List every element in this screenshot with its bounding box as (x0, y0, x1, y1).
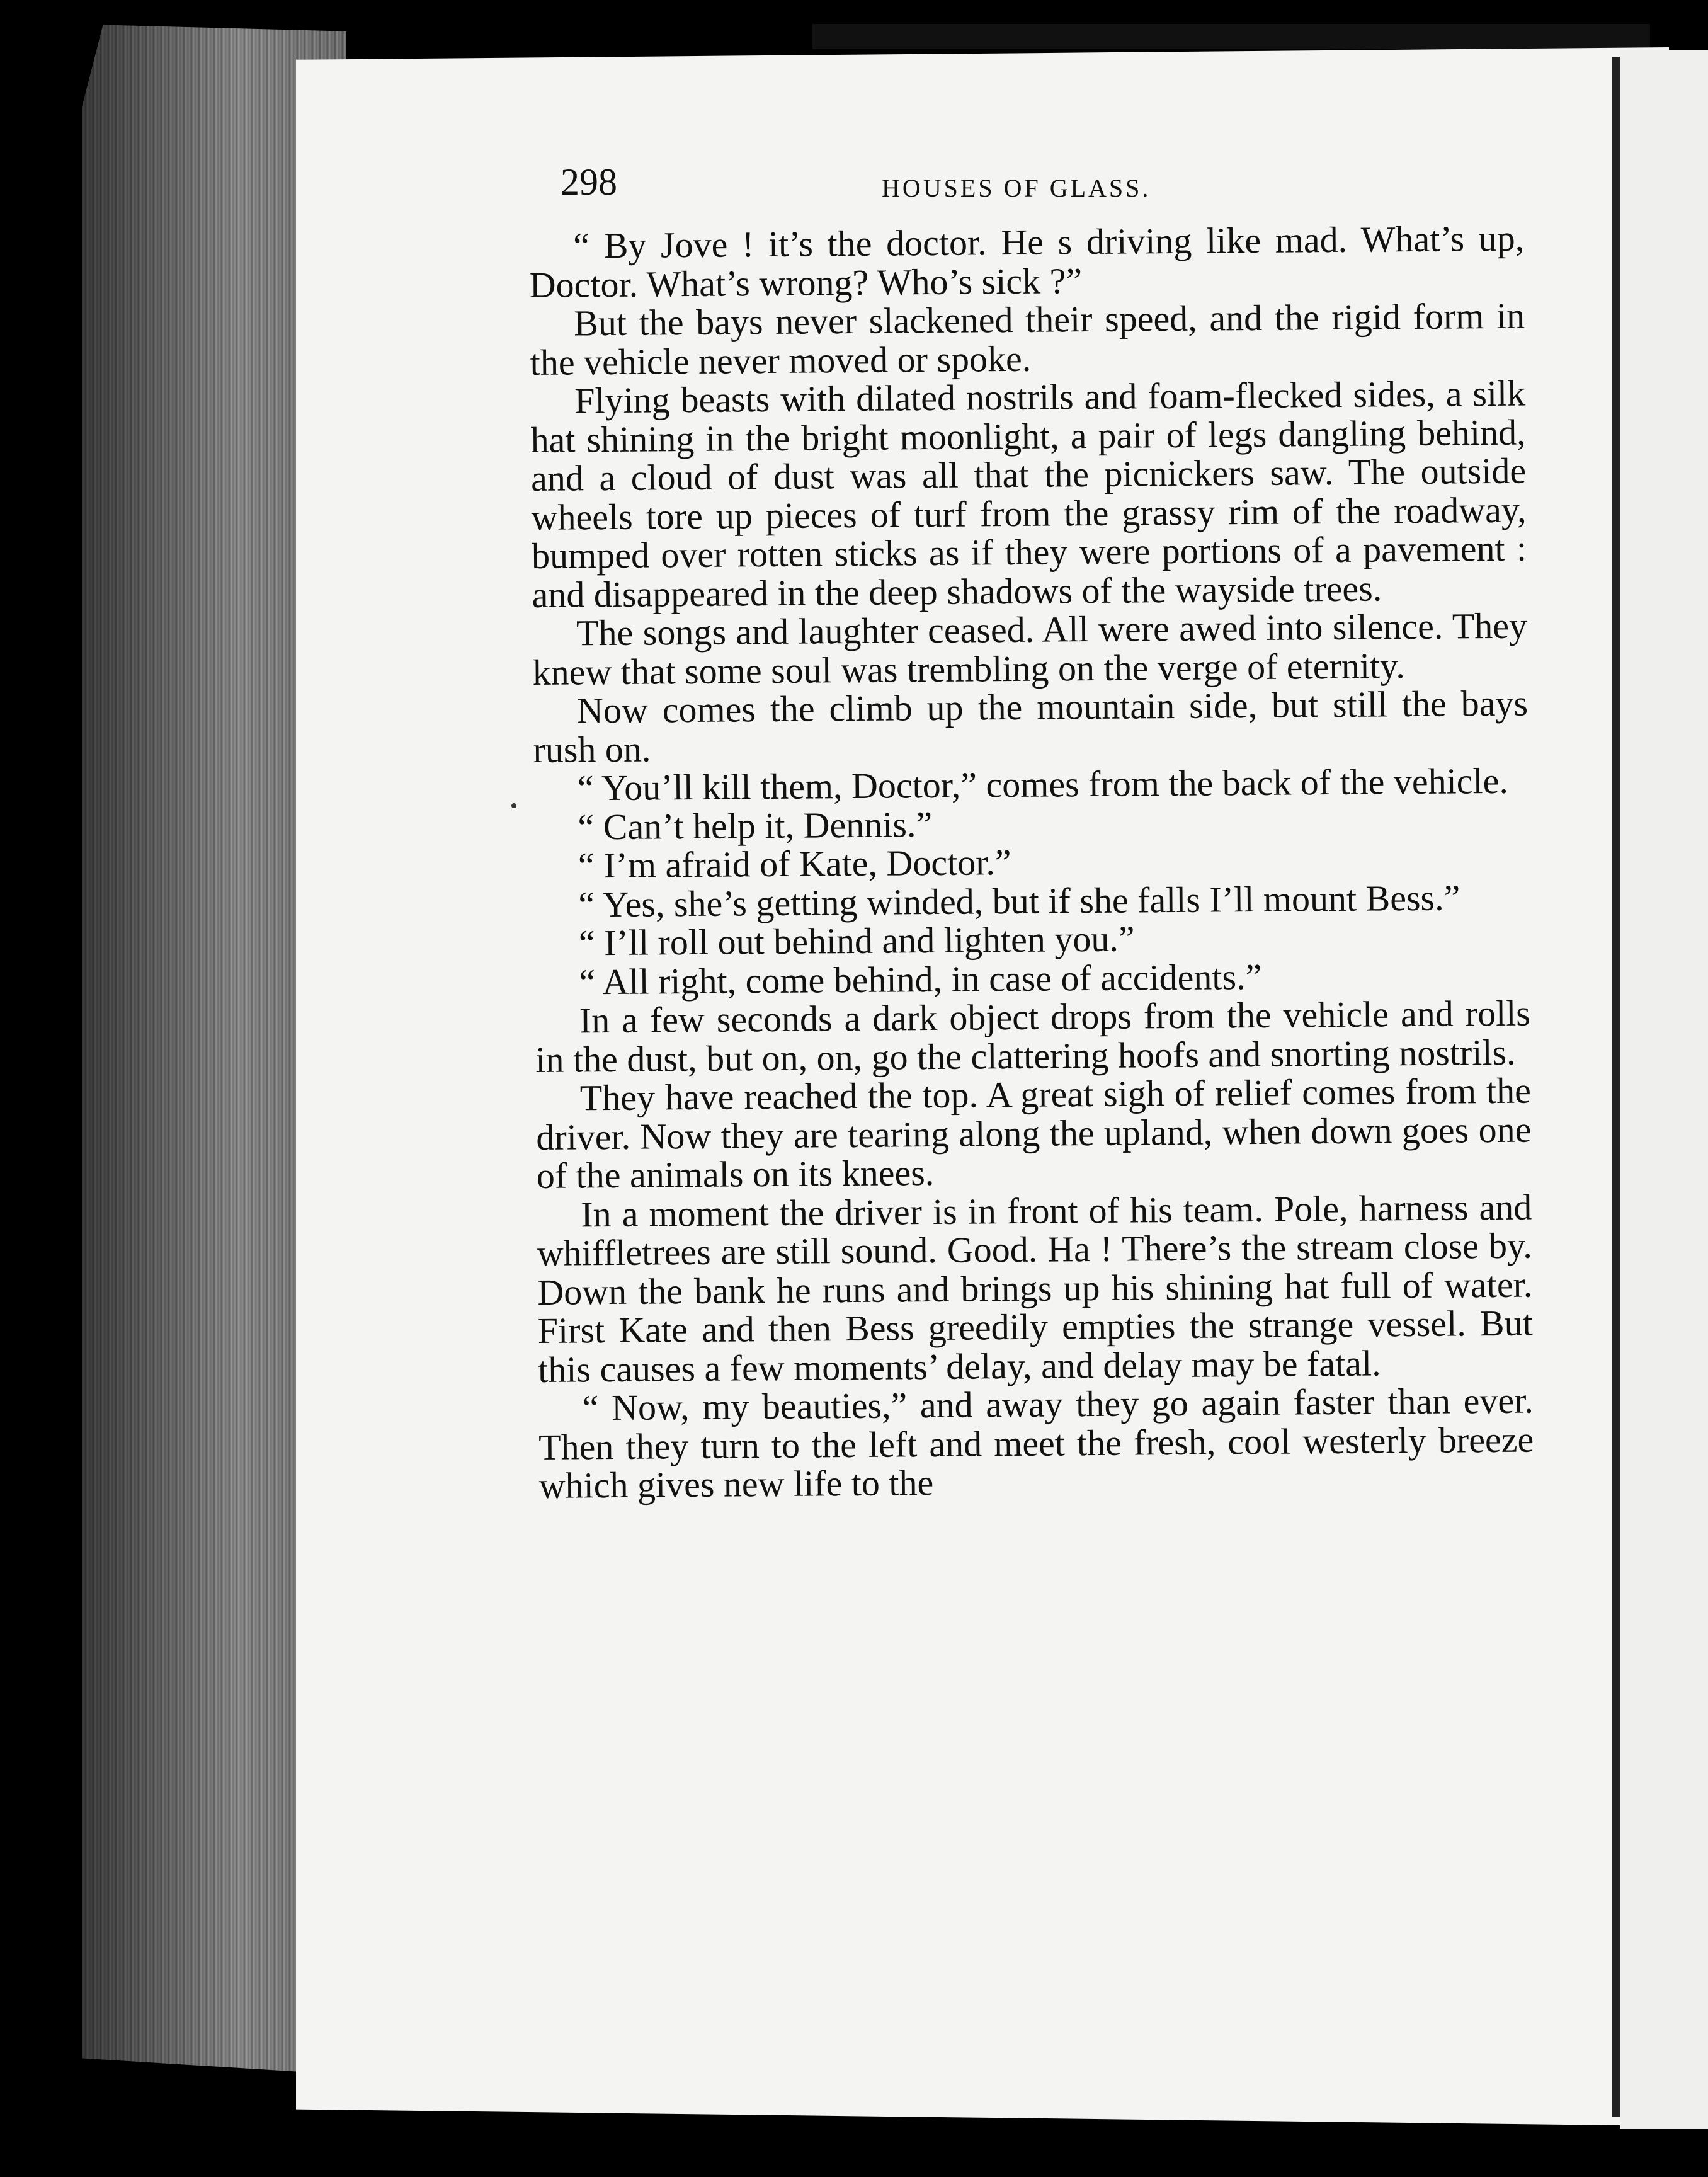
body-text (529, 219, 1534, 1506)
paragraph: But the bays never slackened their speed, and the rigid form in the vehicle never moved or spoke. (530, 295, 1525, 383)
paragraph: In a moment the driver is in front of his team. Pole, harness and whiffletrees are still sound. Good. Ha ! There’s the stream close by. Down the bank he runs and brings up his shining hat full of water. First Kate and then Bess greedily empties the strange vessel. But this causes a few moments’ delay, and delay may be fatal. (537, 1186, 1533, 1390)
paragraph: “ I’ll roll out behind and lighten you.” (578, 918, 1135, 964)
paragraph: They have reached the top. A great sigh of relief comes from the driver. Now they are tearing along the upland, when down goes one of the animals on its knees. (536, 1070, 1532, 1196)
paragraph: Flying beasts with dilated nostrils and foam-flecked sides, a silk hat shining in the bright moonlight, a pair of legs dangling behind, and a cloud of dust was all that the picnickers saw. The outside wheels tore up pieces of turf from the grassy rim of the roadway, bumped over rotten sticks as if they were portions of a pavement : and disappeared in the deep shadows of the wayside trees. (530, 372, 1527, 615)
margin-mark (511, 803, 516, 808)
paragraph: “ By Jove ! it’s the doctor. He s driving like mad. What’s up, Doctor. What’s wrong? Who’s sick ?” (529, 217, 1525, 306)
opposite-page-top-edge (812, 24, 1650, 49)
paragraph: The songs and laughter ceased. All were awed into silence. They knew that some soul was trembling on the verge of eternity. (532, 605, 1528, 693)
page-number: 298 (561, 161, 617, 203)
paragraph: “ Can’t help it, Dennis.” (578, 803, 933, 847)
paragraph: “ All right, come behind, in case of accidents.” (579, 956, 1262, 1002)
paragraph: “ You’ll kill them, Doctor,” comes from the back of the vehicle. (577, 760, 1509, 809)
paragraph: In a few seconds a dark object drops from the vehicle and rolls in the dust, but on, on, go the clattering hoofs and snorting nostrils. (535, 992, 1531, 1080)
page-gutter (1612, 57, 1620, 2117)
paragraph: “ Now, my beauties,” and away they go again faster than ever. Then they turn to the left and meet the fresh, cool westerly breeze which gives new life to the (538, 1380, 1534, 1506)
paragraph: “ Yes, she’s getting winded, but if she falls I’ll mount Bess.” (578, 876, 1460, 925)
opposite-page-edge (1620, 50, 1708, 2129)
running-title: HOUSES OF GLASS. (882, 174, 1151, 202)
paragraph: Now comes the climb up the mountain side, but still the bays rush on. (533, 682, 1529, 770)
paragraph: “ I’m afraid of Kate, Doctor.” (578, 842, 1011, 886)
page-header (561, 161, 1222, 217)
